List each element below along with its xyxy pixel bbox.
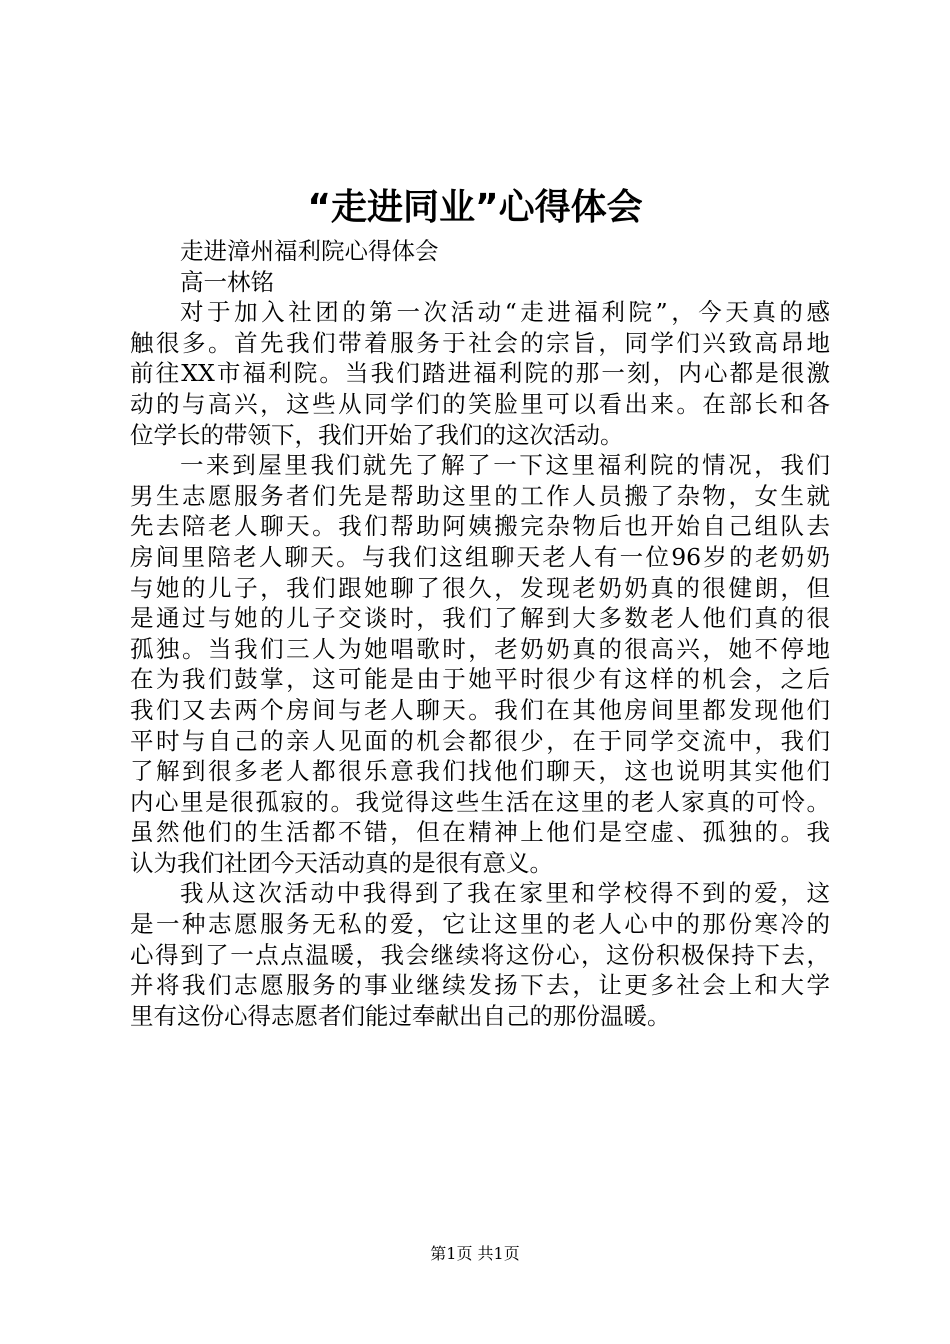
paragraph-line: 一来到屋里我们就先了解了一下这里福利院的情况，我们 [180, 451, 830, 480]
document-title: “走进同业”心得体会 [307, 187, 643, 228]
paragraph-line: 与她的儿子，我们跟她聊了很久，发现老奶奶真的很健朗，但 [130, 573, 830, 602]
paragraph-line: 是一种志愿服务无私的爱，它让这里的老人心中的那份寒冷的 [130, 910, 830, 939]
paragraph-line: 男生志愿服务者们先是帮助这里的工作人员搬了杂物，女生就 [130, 481, 830, 510]
paragraph-line: 位学长的带领下，我们开始了我们的这次活动。 [130, 420, 624, 449]
paragraph-line: 内心里是很孤寂的。我觉得这些生活在这里的老人家真的可怜。 [130, 787, 830, 816]
paragraph-line: 前往XX市福利院。当我们踏进福利院的那一刻，内心都是很激 [130, 359, 830, 388]
paragraph-line: 心得到了一点点温暖，我会继续将这份心，这份积极保持下去， [130, 940, 830, 969]
document-body [130, 236, 830, 1031]
paragraph-line: 我从这次活动中我得到了我在家里和学校得不到的爱，这 [180, 879, 830, 908]
paragraph-line: 里有这份心得志愿者们能过奉献出自己的那份温暖。 [130, 1001, 671, 1030]
document-author: 高一林铭 [180, 267, 274, 296]
paragraph-3 [130, 878, 830, 1031]
paragraph-line: 房间里陪老人聊天。与我们这组聊天老人有一位96岁的老奶奶 [130, 542, 830, 571]
paragraph-2 [130, 450, 830, 878]
paragraph-line: 我们又去两个房间与老人聊天。我们在其他房间里都发现他们 [130, 695, 830, 724]
paragraph-line: 是通过与她的儿子交谈时，我们了解到大多数老人他们真的很 [130, 604, 830, 633]
paragraph-line: 触很多。首先我们带着服务于社会的宗旨，同学们兴致高昂地 [130, 328, 830, 357]
paragraph-line: 动的与高兴，这些从同学们的笑脸里可以看出来。在部长和各 [130, 389, 830, 418]
paragraph-1 [130, 297, 830, 450]
paragraph-line: 认为我们社团今天活动真的是很有意义。 [130, 848, 553, 877]
paragraph-line: 平时与自己的亲人见面的机会都很少，在于同学交流中，我们 [130, 726, 830, 755]
page-footer: 第1页 共1页 [430, 1244, 520, 1263]
paragraph-line: 对于加入社团的第一次活动“走进福利院”，今天真的感 [180, 298, 830, 327]
document-subtitle: 走进漳州福利院心得体会 [180, 237, 439, 265]
paragraph-line: 在为我们鼓掌，这可能是由于她平时很少有这样的机会，之后 [130, 665, 830, 694]
paragraph-line: 了解到很多老人都很乐意我们找他们聊天，这也说明其实他们 [130, 757, 830, 786]
paragraph-line: 孤独。当我们三人为她唱歌时，老奶奶真的很高兴，她不停地 [130, 634, 830, 663]
paragraph-line: 先去陪老人聊天。我们帮助阿姨搬完杂物后也开始自己组队去 [130, 512, 830, 541]
paragraph-line: 虽然他们的生活都不错，但在精神上他们是空虚、孤独的。我 [130, 818, 830, 847]
paragraph-line: 并将我们志愿服务的事业继续发扬下去，让更多社会上和大学 [130, 971, 830, 1000]
